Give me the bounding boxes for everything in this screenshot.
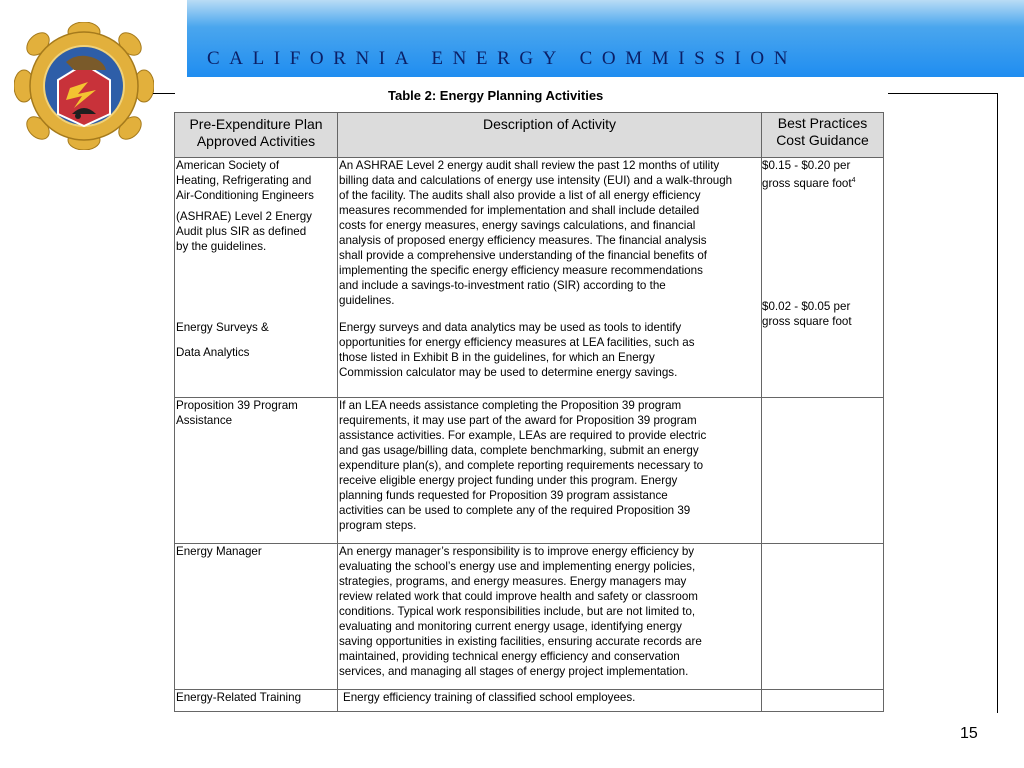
cell-line: Audit plus SIR as defined <box>176 225 307 238</box>
energy-planning-table <box>174 112 884 712</box>
cell-line: evaluating the school’s energy use and implementing energy policies, <box>339 560 696 573</box>
row-prop39-description <box>339 398 706 533</box>
cell-line: Data Analytics <box>176 346 250 359</box>
cell-line: billing data and calculations of energy use intensity (EUI) and a walk-through <box>339 174 733 187</box>
banner-title: CALIFORNIA ENERGY COMMISSION <box>207 48 798 69</box>
column-divider <box>761 113 762 711</box>
cell-line: services, and managing all stages of energy project implementation. <box>339 665 689 678</box>
header-description-line: Description of Activity <box>482 116 617 132</box>
header-rule-right <box>888 93 998 94</box>
cell-line: An ASHRAE Level 2 energy audit shall review the past 12 months of utility <box>339 159 720 172</box>
row-energy-manager-activity <box>176 544 262 559</box>
cell-line: Energy efficiency training of classified school employees. <box>343 691 636 704</box>
row-prop39-activity <box>176 398 298 428</box>
header-approved-activities-line: Approved Activities <box>196 133 316 149</box>
cell-line: expenditure plan(s), and complete reporting requirements necessary to <box>339 459 704 472</box>
cell-line: (ASHRAE) Level 2 Energy <box>176 210 312 223</box>
cell-line: planning funds requested for Proposition 39 program assistance <box>339 489 668 502</box>
cell-line: review related work that could improve health and safety or classroom <box>339 590 698 603</box>
cell-line: saving opportunities in existing facilities, ensuring accurate records are <box>339 635 702 648</box>
cell-line: and gas usage/billing data, complete benchmarking, submit an energy <box>339 444 699 457</box>
cell-line: An energy manager’s responsibility is to improve energy efficiency by <box>339 545 695 558</box>
cell-line: If an LEA needs assistance completing the Proposition 39 program <box>339 399 682 412</box>
cell-line: of the facility. The audits shall also provide a list of all energy efficiency <box>339 189 701 202</box>
cell-line: activities can be used to complete any of the required Proposition 39 <box>339 504 691 517</box>
cell-line: requirements, it may use part of the award for Proposition 39 program <box>339 414 697 427</box>
cell-line <box>176 335 269 345</box>
cell-line: analysis of proposed energy efficiency measures. The financial analysis <box>339 234 707 247</box>
cell-line: strategies, programs, and energy measures. Energy managers may <box>339 575 687 588</box>
cell-line: Proposition 39 Program <box>176 399 298 412</box>
cell-line: maintained, providing technical energy efficiency and conservation <box>339 650 680 663</box>
header-banner <box>187 0 1024 77</box>
cell-line: costs for energy measures, energy savings calculations, and financial <box>339 219 696 232</box>
header-cost-guidance-line: Best Practices <box>777 115 868 131</box>
cell-line: $0.15 - $0.20 per <box>762 159 851 172</box>
row-energy-manager-description <box>339 544 702 679</box>
row-energy-surveys-cost <box>762 299 852 329</box>
cell-line: gross square foot <box>762 315 852 328</box>
cell-line: those listed in Exhibit B in the guidelines, for which an Energy <box>339 351 655 364</box>
california-energy-commission-seal-icon <box>14 22 154 150</box>
cell-line: Assistance <box>176 414 233 427</box>
cell-line: Energy Surveys & <box>176 321 269 334</box>
cell-line: guidelines. <box>339 294 395 307</box>
table-title: Table 2: Energy Planning Activities <box>388 88 604 103</box>
right-margin-rule <box>997 93 998 713</box>
cell-line: evaluating and monitoring current energy usage, identifying energy <box>339 620 682 633</box>
row-energy-surveys-description <box>339 320 695 380</box>
cell-line: Energy Manager <box>176 545 262 558</box>
row-ashrae-activity <box>176 158 314 254</box>
cell-line: shall provide a comprehensive understanding of the financial benefits of <box>339 249 708 262</box>
cell-line: program steps. <box>339 519 417 532</box>
header-approved-activities <box>175 113 337 157</box>
header-cost-guidance <box>762 113 883 157</box>
row-training-activity <box>176 690 301 705</box>
cell-line: measures recommended for implementation and shall include detailed <box>339 204 700 217</box>
cell-line: conditions. Typical work responsibilities include, but are not limited to, <box>339 605 696 618</box>
cost-text: gross square foot <box>762 176 852 190</box>
cell-line: Energy-Related Training <box>176 691 302 704</box>
cell-line: Energy surveys and data analytics may be used as tools to identify <box>339 321 682 334</box>
column-divider <box>337 113 338 711</box>
cell-line: receive eligible energy project funding under this program. Energy <box>339 474 678 487</box>
cell-line: and include a savings-to-investment ratio (SIR) according to the <box>339 279 666 292</box>
cell-line: Air-Conditioning Engineers <box>176 189 314 202</box>
row-energy-surveys-activity <box>176 320 269 360</box>
cell-line: Heating, Refrigerating and <box>176 174 312 187</box>
cell-line: Commission calculator may be used to determine energy savings. <box>339 366 678 379</box>
header-approved-activities-line: Pre-Expenditure Plan <box>189 116 323 132</box>
row-training-description <box>343 690 635 705</box>
header-cost-guidance-line: Cost Guidance <box>776 132 869 148</box>
cell-line: by the guidelines. <box>176 240 267 253</box>
cell-line: American Society of <box>176 159 280 172</box>
footnote-marker: 4 <box>851 177 856 184</box>
cell-line: implementing the specific energy efficiency measure recommendations <box>339 264 703 277</box>
header-description <box>338 113 761 157</box>
row-ashrae-cost <box>762 158 856 191</box>
row-ashrae-description <box>339 158 732 308</box>
cell-line: opportunities for energy efficiency measures at LEA facilities, such as <box>339 336 695 349</box>
cell-line <box>762 173 856 191</box>
cell-line: assistance activities. For example, LEAs are required to provide electric <box>339 429 707 442</box>
header-rule-left <box>153 93 175 94</box>
page-number: 15 <box>960 725 978 742</box>
cell-line: $0.02 - $0.05 per <box>762 300 851 313</box>
